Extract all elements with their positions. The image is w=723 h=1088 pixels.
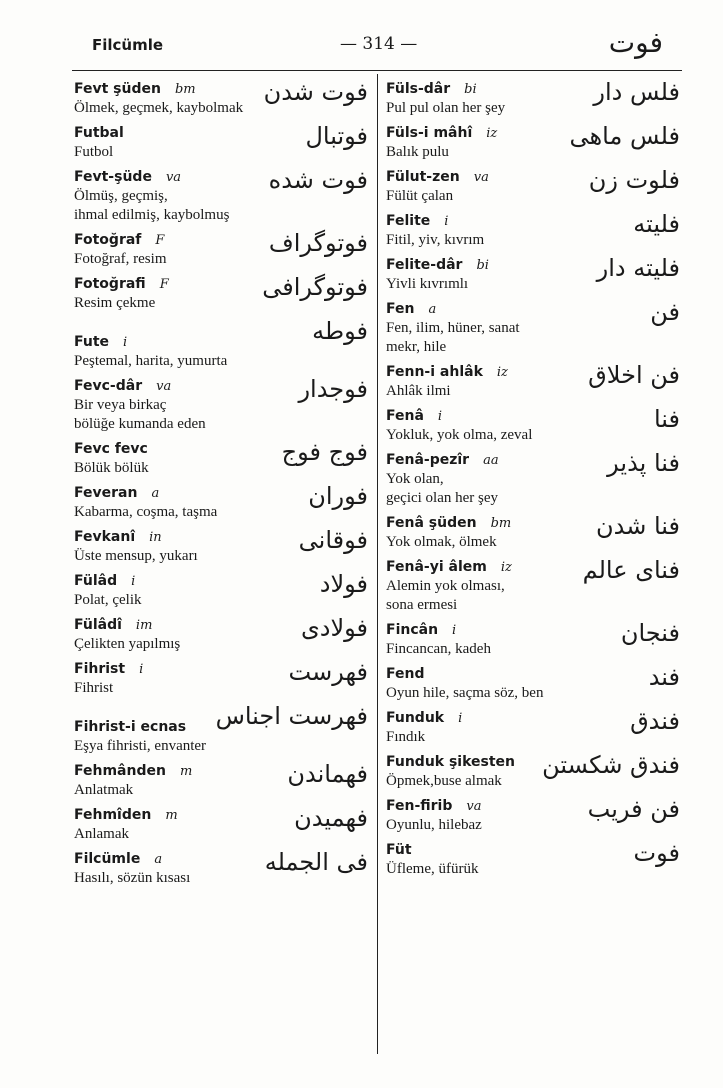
arabic-script: فوقانى: [298, 526, 368, 554]
headword-text: Filcümle: [74, 851, 141, 867]
grammar-tag: F: [159, 277, 169, 292]
dictionary-entry: [386, 514, 682, 552]
grammar-tag: bm: [174, 82, 196, 97]
entry-definition: mekr, hile: [386, 339, 447, 355]
grammar-tag: i: [458, 711, 463, 726]
entry-definition: Oyunlu, hilebaz: [386, 817, 482, 833]
arabic-script: فولاد: [319, 570, 368, 598]
dictionary-entry: [386, 841, 682, 879]
arabic-script: فند: [648, 663, 680, 691]
entry-definition: Yok olmak, ölmek: [386, 534, 497, 550]
arabic-script: فنا پذير: [607, 449, 680, 477]
entry-definition: Kabarma, coşma, taşma: [74, 504, 218, 520]
page-number: — 314 —: [340, 34, 418, 54]
headword-text: Fenn-i ahlâk: [386, 364, 483, 380]
headword-text: Fülâd: [74, 573, 118, 589]
arabic-script: فوران: [308, 482, 368, 510]
arabic-script: فوتوگرافى: [262, 273, 368, 301]
grammar-tag: m: [179, 764, 193, 779]
dictionary-entry: [386, 124, 682, 162]
grammar-tag: i: [437, 409, 443, 424]
dictionary-entry: [386, 753, 682, 791]
arabic-script: فوج فوج: [281, 438, 368, 466]
entry-definition: Öpmek,buse almak: [386, 773, 502, 789]
headword-text: Fülut-zen: [386, 169, 460, 185]
grammar-tag: a: [428, 302, 437, 317]
entry-definition: Bölük bölük: [74, 460, 149, 476]
headword-text: Funduk: [386, 710, 445, 726]
arabic-script: فوت: [633, 839, 680, 867]
headword-text: Fevt-şüde: [74, 169, 152, 185]
grammar-tag: i: [123, 335, 128, 350]
arabic-script: فوطه: [312, 317, 368, 345]
headword-text: Fehmîden: [74, 807, 152, 823]
grammar-tag: va: [165, 170, 182, 185]
arabic-script: فنا شدن: [596, 512, 680, 540]
dictionary-entry: [74, 124, 370, 162]
dictionary-entry: [386, 168, 682, 206]
headword-text: Fenâ-pezîr: [386, 452, 470, 468]
entry-headword: [386, 665, 682, 684]
arabic-script: فلوت زن: [588, 166, 680, 194]
grammar-tag: iz: [500, 560, 512, 575]
arabic-script: فهماندن: [287, 760, 368, 788]
grammar-tag: iz: [496, 365, 508, 380]
arabic-script: فهميدن: [294, 804, 368, 832]
entry-definition: ihmal edilmiş, kaybolmuş: [74, 207, 230, 223]
headword-text: Füls-i mâhî: [386, 125, 473, 141]
dictionary-entry: [74, 231, 370, 269]
dictionary-entry: [74, 484, 370, 522]
arabic-script: فلس دار: [593, 78, 680, 106]
headword-text: Fevkanî: [74, 529, 136, 545]
entry-definition: Oyun hile, saçma söz, ben: [386, 685, 544, 701]
headword-text: Felite-dâr: [386, 257, 463, 273]
grammar-tag: bm: [490, 516, 512, 531]
page-header: [0, 26, 723, 70]
grammar-tag: va: [473, 170, 489, 185]
entry-definition: bölüğe kumanda eden: [74, 416, 206, 432]
arabic-script: فندق: [630, 707, 680, 735]
entry-definition: Fitil, yiv, kıvrım: [386, 232, 485, 248]
headword-text: Fen: [386, 301, 415, 317]
grammar-tag: in: [149, 530, 162, 545]
dictionary-entry: [74, 377, 370, 434]
arabic-script: فن: [650, 298, 680, 326]
dictionary-entry: [74, 704, 370, 756]
arabic-script: فندق شكستن: [542, 751, 680, 779]
entry-headword: [386, 407, 682, 426]
dictionary-entry: [386, 665, 682, 703]
headword-text: Füt: [386, 842, 412, 858]
entry-definition: Resim çekme: [74, 295, 156, 311]
entry-definition: Ahlâk ilmi: [386, 383, 451, 399]
grammar-tag: bi: [464, 82, 477, 97]
entry-definition: Üfleme, üfürük: [386, 861, 479, 877]
dictionary-entry: [386, 212, 682, 250]
right-column: [386, 80, 682, 885]
headword-text: Funduk şikesten: [386, 754, 516, 770]
dictionary-entry: [74, 762, 370, 800]
dictionary-entry: [74, 528, 370, 566]
entry-definition: Futbol: [74, 144, 114, 160]
dictionary-entry: [386, 797, 682, 835]
grammar-tag: m: [165, 808, 178, 823]
dictionary-entry: [386, 407, 682, 445]
grammar-tag: i: [444, 214, 449, 229]
headword-text: Felite: [386, 213, 431, 229]
entry-definition: Yokluk, yok olma, zeval: [386, 427, 533, 443]
entry-definition: Fotoğraf, resim: [74, 251, 167, 267]
dictionary-entry: [386, 256, 682, 294]
headword-text: Fenâ-yi âlem: [386, 559, 487, 575]
entry-definition: Alemin yok olması,: [386, 578, 505, 594]
dictionary-entry: [74, 168, 370, 225]
arabic-script: فليته: [633, 210, 680, 238]
headword-text: Fevc fevc: [74, 441, 148, 457]
entry-definition: Anlamak: [74, 826, 129, 842]
dictionary-entry: [386, 621, 682, 659]
dictionary-entry: [74, 850, 370, 888]
entry-definition: Fındık: [386, 729, 426, 745]
dictionary-entry: [74, 572, 370, 610]
entry-definition: Fülüt çalan: [386, 188, 454, 204]
headword-text: Fenâ şüden: [386, 515, 477, 531]
arabic-script: فوتبال: [305, 122, 368, 150]
entry-definition: Hasılı, sözün kısası: [74, 870, 191, 886]
grammar-tag: a: [154, 852, 163, 867]
headword-text: Fülâdî: [74, 617, 122, 633]
arabic-script: فنجان: [620, 619, 680, 647]
entry-definition: Bir veya birkaç: [74, 397, 167, 413]
entry-definition: Ölmüş, geçmiş,: [74, 188, 168, 204]
dictionary-entry: [386, 363, 682, 401]
dictionary-entry: [386, 451, 682, 508]
arabic-script: فوتوگراف: [268, 229, 368, 257]
headword-text: Fihrist: [74, 661, 126, 677]
grammar-tag: i: [139, 662, 144, 677]
entry-definition: Anlatmak: [74, 782, 134, 798]
grammar-tag: i: [131, 574, 136, 589]
dictionary-entry: [74, 275, 370, 313]
header-guide-word: Filcümle: [92, 36, 164, 54]
headword-text: Füls-dâr: [386, 81, 451, 97]
grammar-tag: va: [466, 799, 482, 814]
arabic-script: فن فريب: [587, 795, 680, 823]
entry-definition: sona ermesi: [386, 597, 458, 613]
entry-definition: Eşya fihristi, envanter: [74, 738, 207, 754]
headword-text: Feveran: [74, 485, 138, 501]
entry-definition: geçici olan her şey: [386, 490, 499, 506]
headword-text: Fotoğraf: [74, 232, 142, 248]
entry-definition: Polat, çelik: [74, 592, 142, 608]
entry-definition: Fincancan, kadeh: [386, 641, 491, 657]
entry-definition: Yivli kıvrımlı: [386, 276, 469, 292]
entry-definition: Peştemal, harita, yumurta: [74, 353, 228, 369]
headword-text: Fevt şüden: [74, 81, 161, 97]
arabic-script: فوجدار: [298, 375, 368, 403]
headword-text: Fenâ: [386, 408, 424, 424]
arabic-script: فهرست اجناس: [215, 702, 368, 730]
grammar-tag: a: [151, 486, 160, 501]
entry-headword: [386, 300, 682, 319]
dictionary-entry: [74, 319, 370, 371]
arabic-script: فهرست: [288, 658, 368, 686]
grammar-tag: va: [156, 379, 172, 394]
dictionary-entry: [386, 558, 682, 615]
arabic-script: فوت شده: [268, 166, 368, 194]
headword-text: Fen-firib: [386, 798, 453, 814]
headword-text: Fute: [74, 334, 110, 350]
grammar-tag: i: [452, 623, 457, 638]
header-arabic-word: فوت: [608, 26, 663, 59]
headword-text: Fehmânden: [74, 763, 166, 779]
headword-text: Fincân: [386, 622, 439, 638]
entry-definition: Fen, ilim, hüner, sanat: [386, 320, 520, 336]
entry-definition: Üste mensup, yukarı: [74, 548, 198, 564]
arabic-script: فولادى: [300, 614, 368, 642]
grammar-tag: bi: [476, 258, 489, 273]
arabic-script: فوت شدن: [263, 78, 368, 106]
dictionary-entry: [386, 300, 682, 357]
grammar-tag: F: [155, 233, 165, 248]
arabic-script: فلس ماهى: [569, 122, 680, 150]
headword-text: Fotoğrafi: [74, 276, 146, 292]
entry-definition: Ölmek, geçmek, kaybolmak: [74, 100, 244, 116]
dictionary-entry: [74, 440, 370, 478]
entry-definition: Pul pul olan her şey: [386, 100, 506, 116]
grammar-tag: aa: [483, 453, 499, 468]
entry-definition: Çelikten yapılmış: [74, 636, 181, 652]
dictionary-entry: [74, 616, 370, 654]
header-rule: [72, 70, 682, 71]
column-divider: [377, 74, 378, 1054]
grammar-tag: im: [135, 618, 153, 633]
dictionary-entry: [74, 660, 370, 698]
arabic-script: فليته دار: [596, 254, 680, 282]
arabic-script: فن اخلاق: [588, 361, 680, 389]
arabic-script: فى الجمله: [264, 848, 368, 876]
entry-definition: Fihrist: [74, 680, 114, 696]
grammar-tag: iz: [486, 126, 498, 141]
arabic-script: فنا: [653, 405, 680, 433]
headword-text: Fihrist-i ecnas: [74, 719, 187, 735]
arabic-script: فناى عالم: [582, 556, 680, 584]
dictionary-entry: [386, 80, 682, 118]
entry-definition: Yok olan,: [386, 471, 444, 487]
left-column: [74, 80, 370, 894]
headword-text: Fevc-dâr: [74, 378, 143, 394]
dictionary-entry: [74, 806, 370, 844]
entry-definition: Balık pulu: [386, 144, 449, 160]
dictionary-entry: [386, 709, 682, 747]
dictionary-entry: [74, 80, 370, 118]
headword-text: Fend: [386, 666, 425, 682]
headword-text: Futbal: [74, 125, 124, 141]
